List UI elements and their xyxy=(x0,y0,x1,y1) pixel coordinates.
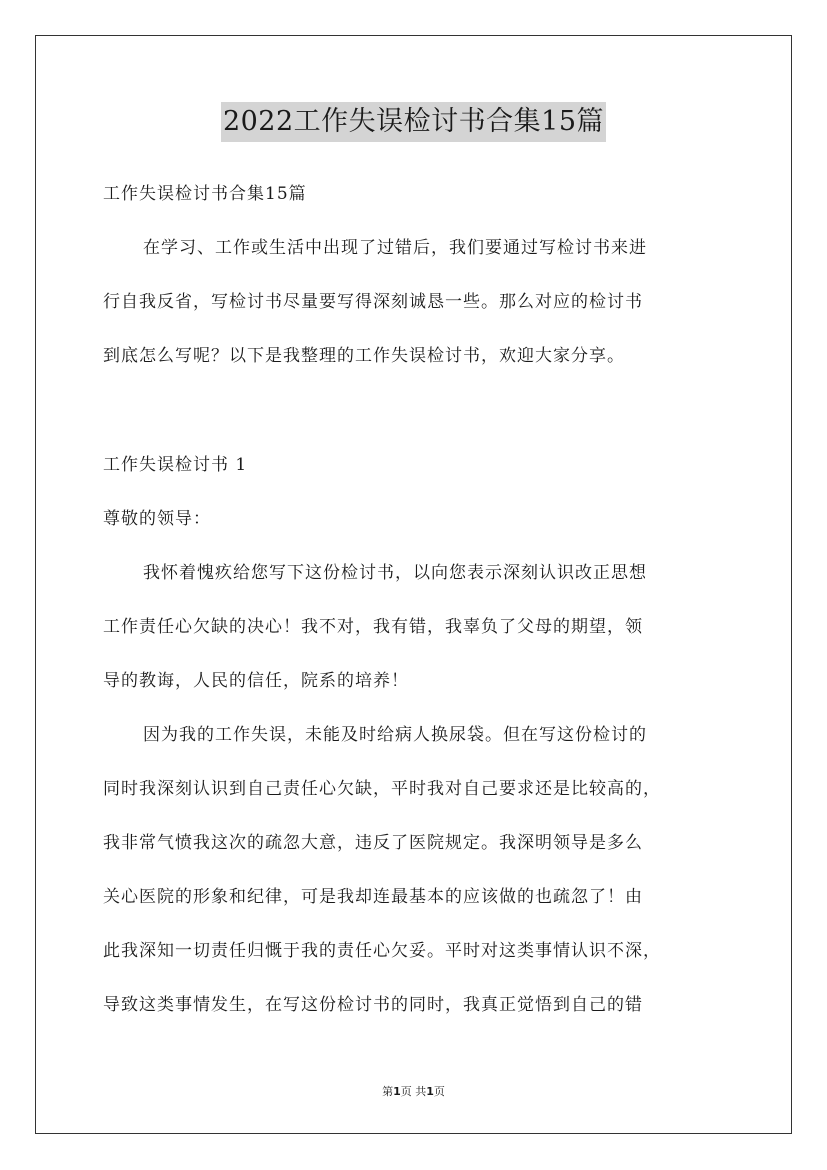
salutation: 尊敬的领导： xyxy=(103,509,211,529)
intro-line-1: 在学习、工作或生活中出现了过错后，我们要通过写检讨书来进 xyxy=(143,238,647,258)
subtitle: 工作失误检讨书合集15篇 xyxy=(103,184,307,204)
footer-middle: 页 共 xyxy=(400,1085,427,1098)
para1-line-2: 工作责任心欠缺的决心！我不对，我有错，我辜负了父母的期望，领 xyxy=(103,617,643,637)
para2-line-4: 关心医院的形象和纪律，可是我却连最基本的应该做的也疏忽了！由 xyxy=(103,887,643,907)
para2-line-1: 因为我的工作失误，未能及时给病人换尿袋。但在写这份检讨的 xyxy=(143,725,647,745)
para1-line-3: 导的教诲，人民的信任，院系的培养！ xyxy=(103,671,409,691)
para2-line-5: 此我深知一切责任归慨于我的责任心欠妥。平时对这类事情认识不深， xyxy=(103,941,661,961)
footer-suffix: 页 xyxy=(433,1085,445,1098)
para2-line-3: 我非常气愤我这次的疏忽大意，违反了医院规定。我深明领导是多么 xyxy=(103,833,643,853)
footer-total-pages: 1 xyxy=(426,1085,434,1098)
footer-prefix: 第 xyxy=(382,1085,394,1098)
section-heading: 工作失误检讨书 1 xyxy=(103,455,248,475)
para2-line-6: 导致这类事情发生，在写这份检讨书的同时，我真正觉悟到自己的错 xyxy=(103,995,643,1015)
page-footer xyxy=(0,1083,827,1099)
intro-line-3: 到底怎么写呢？以下是我整理的工作失误检讨书，欢迎大家分享。 xyxy=(103,346,625,366)
title-container xyxy=(0,102,827,142)
intro-line-2: 行自我反省，写检讨书尽量要写得深刻诚恳一些。那么对应的检讨书 xyxy=(103,292,643,312)
document-title: 2022工作失误检讨书合集15篇 xyxy=(221,102,606,142)
para1-line-1: 我怀着愧疚给您写下这份检讨书，以向您表示深刻认识改正思想 xyxy=(143,563,647,583)
footer-page-number: 1 xyxy=(393,1085,401,1098)
para2-line-2: 同时我深刻认识到自己责任心欠缺，平时我对自己要求还是比较高的， xyxy=(103,779,661,799)
